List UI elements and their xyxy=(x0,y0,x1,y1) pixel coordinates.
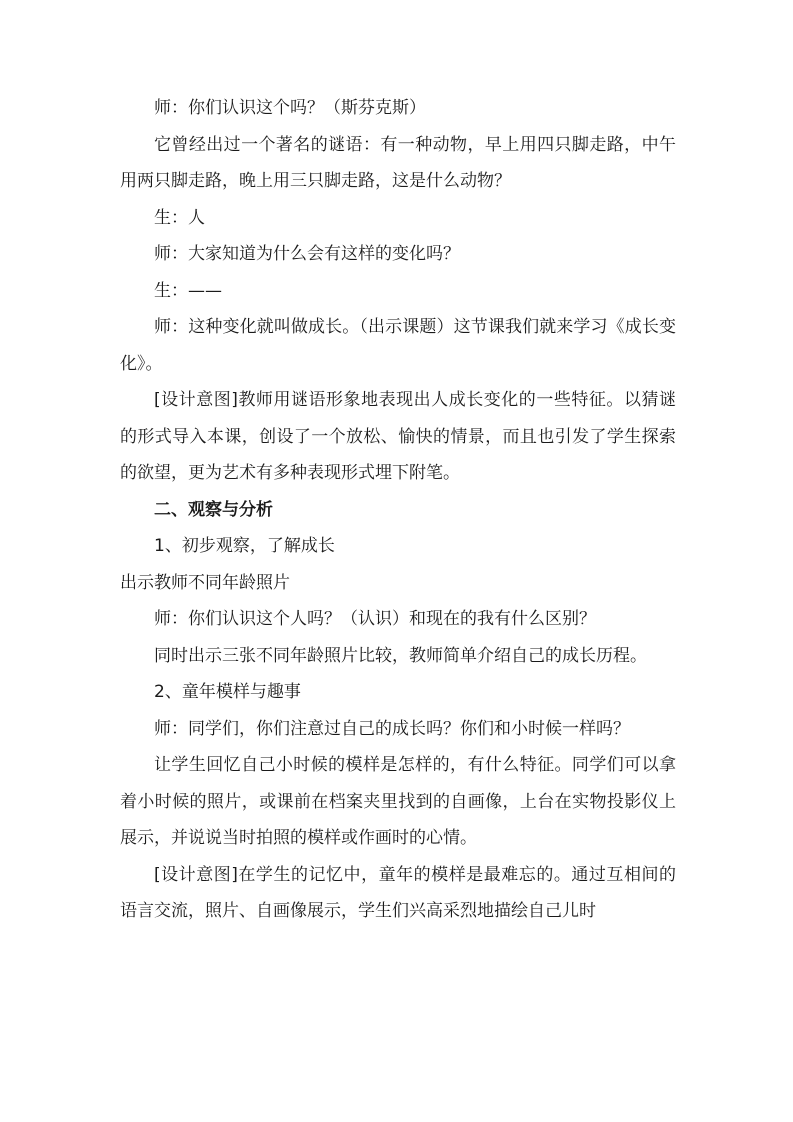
paragraph-teacher-intro-topic: 师：这种变化就叫做成长。（出示课题）这节课我们就来学习《成长变化》。 xyxy=(120,317,676,374)
document-body xyxy=(120,90,676,930)
paragraph-student-recall: 让学生回忆自己小时候的模样是怎样的，有什么特征。同学们可以拿着小时候的照片，或课前在档案夹里找到的自画像，上台在实物投影仪上展示，并说说当时拍照的模样或作画时的心情。 xyxy=(120,755,676,848)
section-heading-observe-analyze: 二、观察与分析 xyxy=(154,499,273,520)
paragraph-student-answer-blank: 生：—— xyxy=(154,280,222,301)
paragraph-student-answer-human: 生：人 xyxy=(154,207,205,228)
paragraph-teacher-question-photo: 师：你们认识这个人吗？（认识）和现在的我有什么区别？ xyxy=(154,609,596,629)
paragraph-teacher-question-growth: 师：同学们，你们注意过自己的成长吗？你们和小时候一样吗？ xyxy=(154,718,630,739)
subheading-childhood: 2、童年模样与趣事 xyxy=(154,682,301,702)
subheading-initial-observation: 1、初步观察，了解成长 xyxy=(154,536,335,556)
paragraph-design-intent-2: [设计意图]在学生的记忆中，童年的模样是最难忘的。通过互相间的语言交流，照片、自画像展示，学生们兴高采烈地描绘自己儿时 xyxy=(120,864,676,921)
paragraph-show-teacher-photos: 出示教师不同年龄照片 xyxy=(120,572,290,593)
paragraph-teacher-question-sphinx: 师：你们认识这个吗？（斯芬克斯） xyxy=(154,98,426,118)
paragraph-compare-photos: 同时出示三张不同年龄照片比较，教师简单介绍自己的成长历程。 xyxy=(154,645,647,666)
paragraph-design-intent-1: [设计意图]教师用谜语形象地表现出人成长变化的一些特征。以猜谜的形式导入本课，创设了一个放松、愉快的情景，而且也引发了学生探索的欲望，更为艺术有多种表现形式埋下附笔。 xyxy=(120,390,676,483)
paragraph-riddle: 它曾经出过一个著名的谜语：有一种动物，早上用四只脚走路，中午用两只脚走路，晚上用三只脚走路，这是什么动物？ xyxy=(120,134,676,191)
paragraph-teacher-question-change: 师：大家知道为什么会有这样的变化吗？ xyxy=(154,244,460,264)
